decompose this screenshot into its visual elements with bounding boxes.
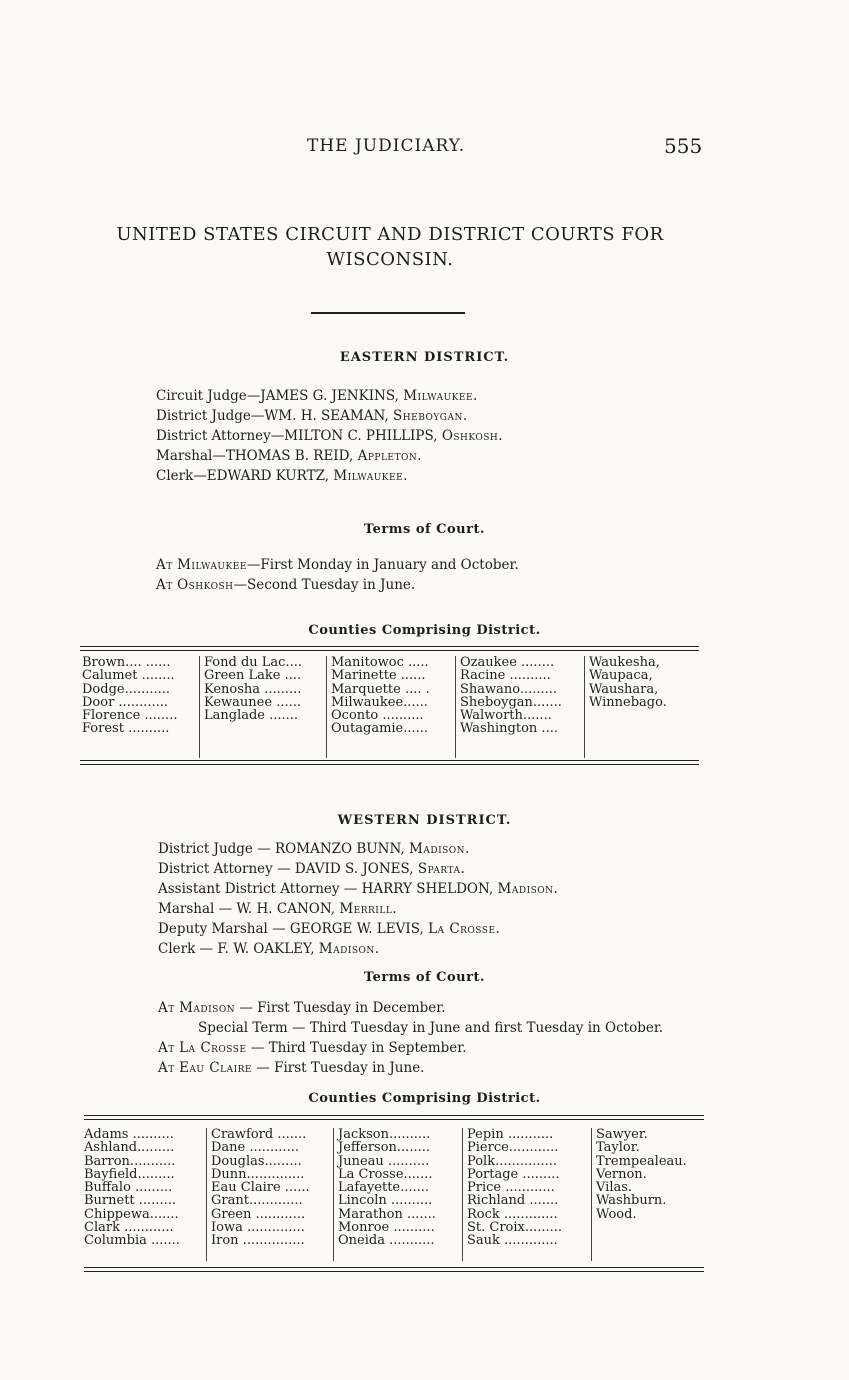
western-terms (158, 998, 663, 1078)
county-entry: Barron........... (84, 1153, 176, 1169)
county-entry: Green ............ (211, 1206, 306, 1222)
county-entry: Trempealeau. (596, 1153, 687, 1169)
term-line (156, 575, 519, 595)
county-entry: Dunn.............. (211, 1166, 305, 1182)
county-entry: Walworth....... (460, 708, 552, 724)
county-entry: Brown.... ...... (82, 656, 171, 670)
county-entry: Green Lake .... (204, 668, 302, 684)
county-entry: Waukesha, (589, 656, 660, 670)
county-entry: Outagamie...... (331, 721, 429, 737)
main-title: UNITED STATES CIRCUIT AND DISTRICT COURTS FOR WISCONSIN. (116, 224, 664, 270)
officer-role: District Attorney— (156, 428, 285, 444)
county-entry: Adams .......... (84, 1128, 174, 1142)
county-entry: Lincoln .......... (338, 1193, 433, 1209)
term-text: —First Monday in January and October. (246, 557, 519, 573)
officer-place: Sheboygan. (393, 408, 468, 424)
officer-name: DAVID S. JONES, (294, 861, 414, 877)
county-entry: Columbia ....... (84, 1233, 180, 1249)
title-rule (311, 312, 465, 314)
term-place: Oshkosh (177, 577, 234, 593)
county-entry: Iron ............... (211, 1233, 305, 1249)
county-entry: Shawano......... (460, 681, 558, 697)
county-column (585, 656, 693, 758)
officer-place: Sparta. (417, 861, 466, 877)
page-number: 555 (664, 134, 703, 158)
county-entry: Sawyer. (596, 1128, 648, 1142)
officer-line (158, 899, 558, 919)
county-entry: Fond du Lac.... (204, 656, 302, 670)
officer-role: Clerk— (156, 468, 207, 484)
officer-line (156, 406, 503, 426)
officer-name: THOMAS B. REID, (225, 448, 354, 464)
county-entry: Taylor. (596, 1140, 640, 1156)
western-counties-heading: Counties Comprising District. (308, 1091, 541, 1106)
officer-name: JAMES G. JENKINS, (260, 388, 399, 404)
officer-role: Marshal— (156, 448, 226, 464)
county-entry: Milwaukee...... (331, 694, 428, 710)
officer-place: Madison. (497, 881, 559, 897)
term-place: Milwaukee (177, 557, 247, 573)
officer-role: Marshal — (158, 901, 237, 917)
county-entry: Burnett ......... (84, 1193, 176, 1209)
county-entry: Portage ......... (467, 1166, 560, 1182)
term-text: Special Term — Third Tuesday in June and first Tuesday in October. (198, 1020, 664, 1036)
county-entry: Grant............. (211, 1193, 303, 1209)
officer-name: HARRY SHELDON, (361, 881, 494, 897)
county-entry: Sauk ............. (467, 1233, 558, 1249)
eastern-terms-heading: Terms of Court. (363, 522, 486, 537)
western-terms-heading: Terms of Court. (363, 970, 486, 985)
county-entry: Dane ............ (211, 1140, 299, 1156)
eastern-terms (156, 555, 519, 595)
county-entry: Vilas. (596, 1180, 633, 1196)
county-column (334, 1128, 463, 1261)
county-entry: Kenosha ......... (204, 681, 302, 697)
western-officers (158, 839, 558, 959)
term-text: — First Tuesday in June. (252, 1060, 425, 1076)
county-entry: Ozaukee ........ (460, 656, 555, 670)
county-column (207, 1128, 334, 1261)
officer-name: MILTON C. PHILLIPS, (284, 428, 438, 444)
officer-place: Oshkosh. (441, 428, 504, 444)
county-entry: Waupaca, (589, 668, 653, 684)
county-column (592, 1128, 700, 1261)
county-entry: Sheboygan....... (460, 694, 562, 710)
officer-name: ROMANZO BUNN, (275, 841, 405, 857)
eastern-officers (156, 386, 503, 486)
officer-line (156, 426, 503, 446)
county-entry: Washington .... (460, 721, 558, 737)
county-entry: Marathon ....... (338, 1206, 436, 1222)
county-entry: Wood. (596, 1206, 637, 1222)
county-entry: Winnebago. (589, 694, 667, 710)
county-column (200, 656, 327, 758)
officer-name: F. W. OAKLEY, (217, 941, 315, 957)
county-entry: St. Croix......... (467, 1220, 563, 1236)
term-prefix: At (156, 577, 173, 593)
term-prefix: At (156, 557, 173, 573)
officer-place: Appleton. (357, 448, 423, 464)
county-entry: Iowa .............. (211, 1220, 305, 1236)
officer-line (156, 446, 503, 466)
western-district-heading: WESTERN DISTRICT. (337, 813, 512, 828)
term-text: —Second Tuesday in June. (233, 577, 416, 593)
officer-role: Assistant District Attorney — (158, 881, 362, 897)
county-entry: Waushara, (589, 681, 659, 697)
officer-line (158, 879, 558, 899)
officer-place: Merrill. (339, 901, 398, 917)
officer-role: District Judge— (156, 408, 265, 424)
officer-line (156, 386, 503, 406)
eastern-counties-table (78, 656, 700, 758)
county-entry: Forest .......... (82, 721, 170, 737)
county-column (327, 656, 456, 758)
county-entry: Racine .......... (460, 668, 551, 684)
eastern-district-heading: EASTERN DISTRICT. (339, 350, 510, 365)
term-prefix: At (158, 1060, 175, 1076)
county-entry: Oneida ........... (338, 1233, 435, 1249)
county-entry: Dodge........... (82, 681, 171, 697)
county-entry: Marinette ...... (331, 668, 426, 684)
officer-place: Milwaukee. (403, 388, 478, 404)
county-entry: Oconto .......... (331, 708, 424, 724)
county-entry: Crawford ....... (211, 1128, 307, 1142)
eastern-table-bottom-rule (80, 760, 699, 765)
county-column (456, 656, 585, 758)
term-place: La Crosse (179, 1040, 247, 1056)
county-entry: Langlade ....... (204, 708, 299, 724)
county-column (80, 1128, 207, 1261)
officer-line (156, 466, 503, 486)
county-entry: Jefferson........ (338, 1140, 430, 1156)
county-entry: Douglas......... (211, 1153, 302, 1169)
western-table-top-rule (84, 1115, 704, 1120)
county-entry: Manitowoc ..... (331, 656, 429, 670)
term-text: — Third Tuesday in September. (246, 1040, 467, 1056)
officer-place: Madison. (409, 841, 470, 857)
term-place: Madison (179, 1000, 236, 1016)
county-entry: Rock ............. (467, 1206, 558, 1222)
officer-place: Madison. (318, 941, 380, 957)
county-entry: Juneau .......... (338, 1153, 430, 1169)
eastern-counties-heading: Counties Comprising District. (308, 623, 541, 638)
term-line (158, 1058, 663, 1078)
running-title: THE JUDICIARY. (307, 136, 466, 156)
term-line (158, 998, 663, 1018)
officer-line (158, 859, 558, 879)
term-prefix: At (158, 1000, 175, 1016)
county-entry: Ashland......... (84, 1140, 175, 1156)
officer-role: District Attorney — (158, 861, 295, 877)
officer-line (158, 919, 558, 939)
officer-role: Circuit Judge— (156, 388, 261, 404)
county-entry: Lafayette....... (338, 1180, 430, 1196)
county-entry: Kewaunee ...... (204, 694, 301, 710)
county-entry: Chippewa....... (84, 1206, 179, 1222)
officer-name: GEORGE W. LEVIS, (289, 921, 424, 937)
officer-name: WM. H. SEAMAN, (264, 408, 389, 424)
officer-place: Milwaukee. (333, 468, 408, 484)
county-entry: Richland ....... (467, 1193, 559, 1209)
term-line (156, 555, 519, 575)
county-entry: Florence ........ (82, 708, 178, 724)
county-entry: Eau Claire ...... (211, 1180, 310, 1196)
term-text: — First Tuesday in December. (235, 1000, 446, 1016)
county-column (463, 1128, 592, 1261)
county-column (78, 656, 200, 758)
county-entry: Polk............... (467, 1153, 558, 1169)
term-prefix: At (158, 1040, 175, 1056)
county-entry: Price ............ (467, 1180, 555, 1196)
county-entry: Buffalo ......... (84, 1180, 173, 1196)
officer-line (158, 839, 558, 859)
county-entry: Jackson.......... (338, 1128, 431, 1142)
county-entry: Vernon. (596, 1166, 647, 1182)
county-entry: Calumet ........ (82, 668, 175, 684)
officer-name: W. H. CANON, (236, 901, 336, 917)
county-entry: Clark ............ (84, 1220, 174, 1236)
term-line (158, 1038, 663, 1058)
county-entry: Pierce............ (467, 1140, 559, 1156)
officer-role: Deputy Marshal — (158, 921, 290, 937)
county-entry: Bayfield......... (84, 1166, 175, 1182)
officer-line (158, 939, 558, 959)
officer-place: La Crosse. (428, 921, 501, 937)
officer-role: District Judge — (158, 841, 276, 857)
western-counties-table (80, 1128, 705, 1261)
county-entry: Marquette .... . (331, 681, 430, 697)
county-entry: Door ............ (82, 694, 169, 710)
term-line (158, 1018, 663, 1038)
eastern-table-top-rule (80, 646, 699, 651)
county-entry: Monroe .......... (338, 1220, 435, 1236)
county-entry: Washburn. (596, 1193, 667, 1209)
officer-name: EDWARD KURTZ, (206, 468, 330, 484)
county-entry: La Crosse....... (338, 1166, 433, 1182)
term-place: Eau Claire (179, 1060, 252, 1076)
western-table-bottom-rule (84, 1267, 704, 1272)
officer-role: Clerk — (158, 941, 218, 957)
county-entry: Pepin ........... (467, 1128, 554, 1142)
